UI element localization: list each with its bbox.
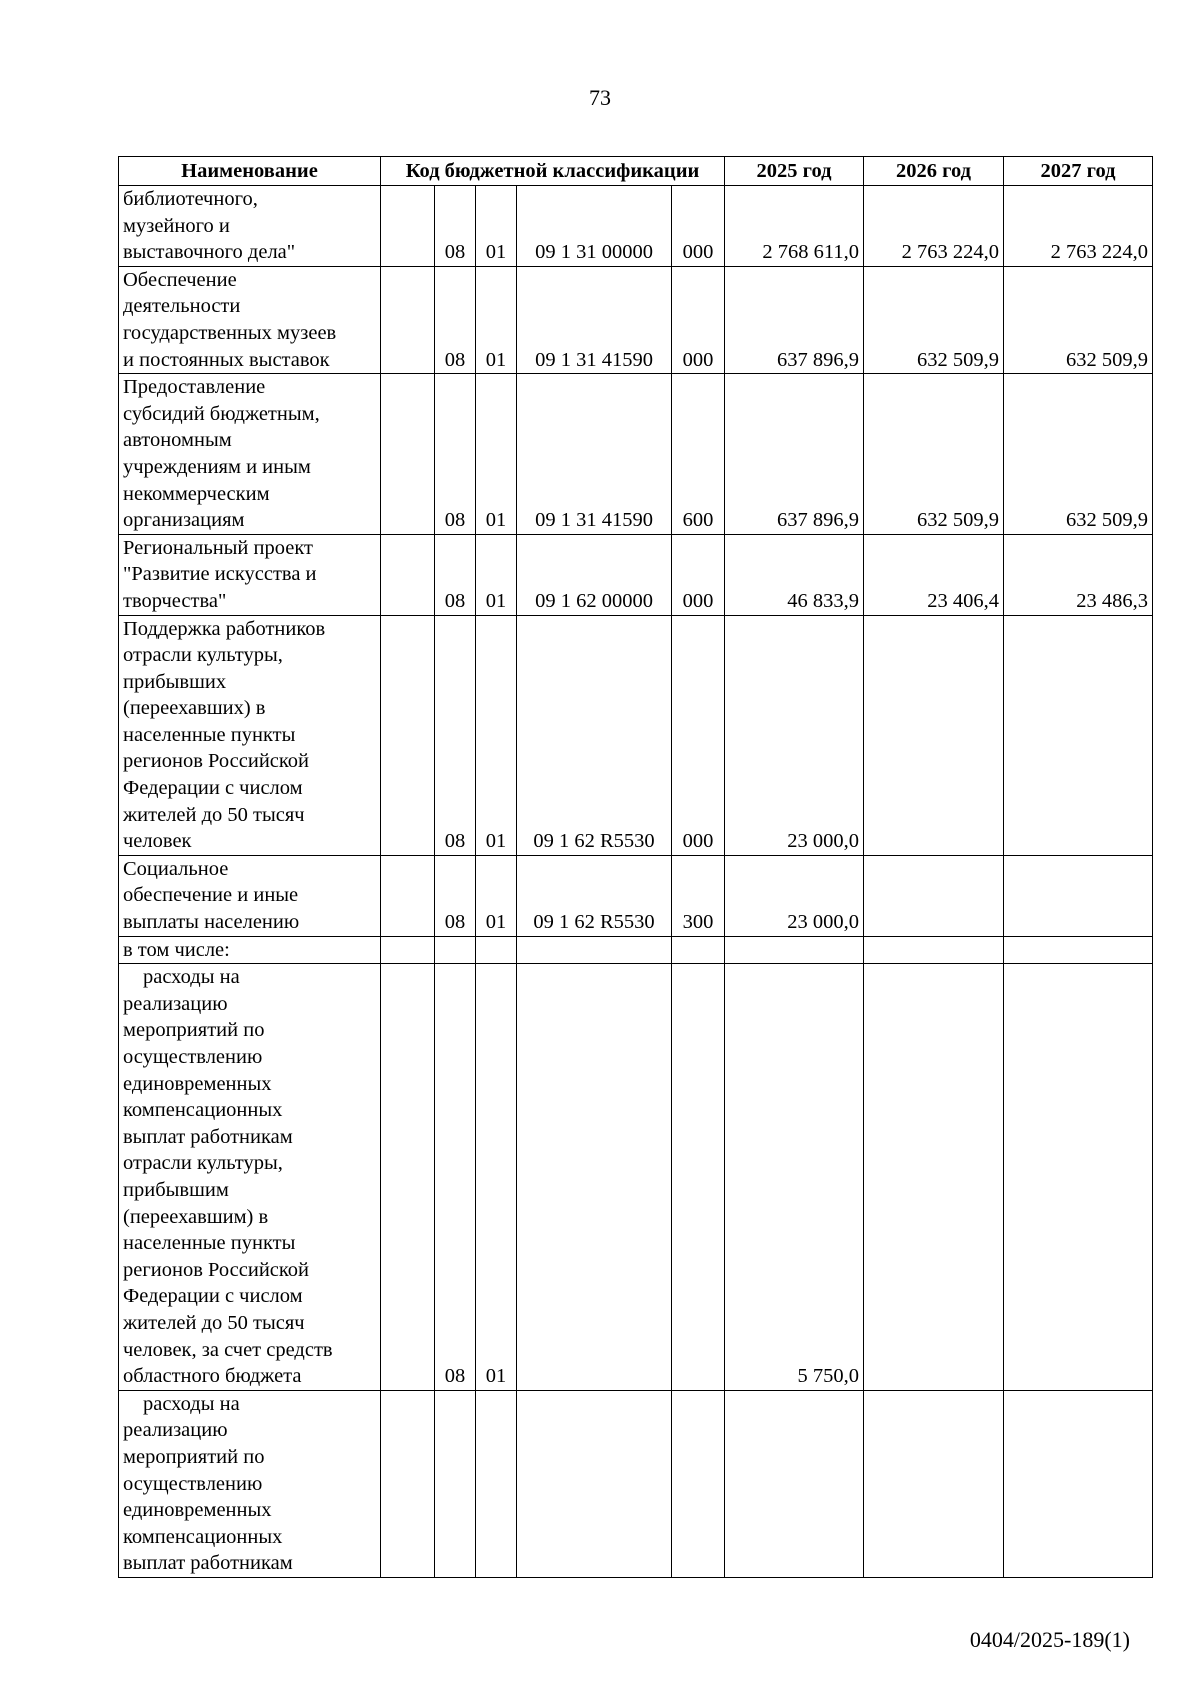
- row-name-cell: [119, 1390, 381, 1577]
- code-chapter-cell: 08: [435, 855, 476, 936]
- row-name-line: Федерации с числом: [123, 1285, 303, 1308]
- code-type-cell: 000: [672, 615, 725, 855]
- code-type-cell: [672, 1390, 725, 1577]
- header-name: Наименование: [119, 157, 381, 186]
- table-row: [119, 266, 1153, 373]
- row-name-line: государственных музеев: [123, 321, 337, 344]
- page-number: 73: [589, 85, 611, 110]
- row-name-line: Социальное: [123, 857, 229, 880]
- code-type-cell: 300: [672, 855, 725, 936]
- row-name-line: субсидий бюджетным,: [123, 402, 320, 425]
- code-type-cell: 000: [672, 266, 725, 373]
- code-section-cell: [381, 186, 435, 267]
- value-2026-cell: [864, 936, 1004, 964]
- code-chapter-cell: [435, 936, 476, 964]
- code-section-cell: [381, 855, 435, 936]
- code-chapter-cell: 08: [435, 266, 476, 373]
- row-name-line: единовременных: [123, 1072, 272, 1095]
- row-name-cell: [119, 534, 381, 615]
- code-type-cell: 000: [672, 534, 725, 615]
- row-name-line: осуществлению: [123, 1046, 263, 1068]
- row-name-line: организациям: [123, 509, 245, 532]
- row-name-line: Федерации с числом: [123, 777, 303, 800]
- code-target-cell: [517, 936, 672, 964]
- row-name-line: в том числе:: [123, 938, 230, 961]
- budget-table: [118, 156, 1153, 1578]
- value-2025-cell: 46 833,9: [725, 534, 864, 615]
- row-name-line: прибывшим: [123, 1178, 229, 1201]
- table-header-row: [119, 157, 1153, 186]
- code-target-cell: 09 1 31 00000: [517, 186, 672, 267]
- code-section-cell: [381, 964, 435, 1391]
- row-name-cell: [119, 964, 381, 1391]
- row-name-line: некоммерческим: [123, 482, 270, 505]
- row-name-line: населенные пункты: [123, 1232, 296, 1255]
- header-2026: 2026 год: [864, 157, 1004, 186]
- row-name-line: выставочного дела": [123, 241, 296, 264]
- code-chapter-cell: 08: [435, 534, 476, 615]
- value-2026-cell: [864, 615, 1004, 855]
- row-name-line: выплат работникам: [123, 1125, 293, 1148]
- table-row: [119, 936, 1153, 964]
- value-2026-cell: [864, 1390, 1004, 1577]
- row-name-line: компенсационных: [123, 1525, 283, 1548]
- row-name-line: расходы на: [143, 966, 240, 989]
- value-2025-cell: 23 000,0: [725, 615, 864, 855]
- code-section-cell: [381, 266, 435, 373]
- code-section-cell: [381, 936, 435, 964]
- row-name-line: отрасли культуры,: [123, 644, 283, 667]
- code-subsection-cell: 01: [476, 534, 517, 615]
- code-subsection-cell: [476, 936, 517, 964]
- value-2027-cell: [1004, 1390, 1153, 1577]
- row-name-line: жителей до 50 тысяч: [123, 1311, 305, 1334]
- row-name-cell: [119, 186, 381, 267]
- header-code: Код бюджетной классификации: [381, 157, 725, 186]
- value-2025-cell: 23 000,0: [725, 855, 864, 936]
- row-name-line: регионов Российской: [123, 1258, 310, 1281]
- code-type-cell: 600: [672, 374, 725, 535]
- value-2027-cell: [1004, 855, 1153, 936]
- row-name-line: реализацию: [123, 1419, 228, 1442]
- row-name-line: учреждениям и иным: [123, 455, 311, 478]
- row-name-line: выплат работникам: [123, 1552, 293, 1575]
- row-name-line: отрасли культуры,: [123, 1152, 283, 1175]
- row-name-cell: [119, 615, 381, 855]
- row-name-line: населенные пункты: [123, 723, 296, 746]
- row-name-line: мероприятий по: [123, 1445, 265, 1468]
- code-subsection-cell: 01: [476, 266, 517, 373]
- code-type-cell: [672, 936, 725, 964]
- code-chapter-cell: 08: [435, 374, 476, 535]
- row-name-line: реализацию: [123, 992, 228, 1015]
- row-name-line: единовременных: [123, 1499, 272, 1522]
- value-2027-cell: 2 763 224,0: [1004, 186, 1153, 267]
- row-name-cell: [119, 936, 381, 964]
- row-name-line: обеспечение и иные: [123, 884, 299, 907]
- table-row: [119, 964, 1153, 1391]
- row-name-line: Предоставление: [123, 376, 266, 399]
- table-row: [119, 534, 1153, 615]
- code-type-cell: [672, 964, 725, 1391]
- table-row: [119, 186, 1153, 267]
- table-row: [119, 374, 1153, 535]
- value-2027-cell: 632 509,9: [1004, 266, 1153, 373]
- code-chapter-cell: [435, 1390, 476, 1577]
- value-2025-cell: 637 896,9: [725, 266, 864, 373]
- value-2025-cell: [725, 936, 864, 964]
- code-subsection-cell: 01: [476, 186, 517, 267]
- table-row: [119, 855, 1153, 936]
- value-2026-cell: 632 509,9: [864, 266, 1004, 373]
- value-2027-cell: [1004, 936, 1153, 964]
- code-section-cell: [381, 374, 435, 535]
- code-target-cell: 09 1 62 R5530: [517, 855, 672, 936]
- table-body: [119, 186, 1153, 1578]
- code-type-cell: 000: [672, 186, 725, 267]
- row-name-line: деятельности: [123, 295, 241, 318]
- row-name-line: расходы на: [143, 1392, 240, 1415]
- row-name-line: Обеспечение: [123, 268, 237, 291]
- value-2026-cell: 632 509,9: [864, 374, 1004, 535]
- value-2026-cell: 23 406,4: [864, 534, 1004, 615]
- code-subsection-cell: 01: [476, 855, 517, 936]
- code-subsection-cell: 01: [476, 615, 517, 855]
- code-chapter-cell: 08: [435, 615, 476, 855]
- row-name-line: (переехавших) в: [123, 697, 266, 720]
- value-2025-cell: 2 768 611,0: [725, 186, 864, 267]
- value-2027-cell: 632 509,9: [1004, 374, 1153, 535]
- code-target-cell: 09 1 31 41590: [517, 374, 672, 535]
- row-name-line: выплаты населению: [123, 911, 300, 934]
- row-name-line: творчества": [123, 589, 227, 612]
- value-2027-cell: [1004, 615, 1153, 855]
- row-name-line: осуществлению: [123, 1472, 263, 1495]
- table-row: [119, 615, 1153, 855]
- row-name-cell: [119, 266, 381, 373]
- code-chapter-cell: 08: [435, 186, 476, 267]
- code-target-cell: 09 1 62 R5530: [517, 615, 672, 855]
- row-name-line: (переехавшим) в: [123, 1205, 269, 1228]
- code-subsection-cell: 01: [476, 374, 517, 535]
- row-name-line: и постоянных выставок: [123, 348, 330, 371]
- row-name-line: компенсационных: [123, 1099, 283, 1122]
- row-name-line: человек: [123, 830, 192, 853]
- row-name-line: музейного и: [123, 214, 230, 237]
- row-name-line: жителей до 50 тысяч: [123, 803, 305, 826]
- code-target-cell: 09 1 62 00000: [517, 534, 672, 615]
- value-2027-cell: [1004, 964, 1153, 1391]
- header-2027: 2027 год: [1004, 157, 1153, 186]
- row-name-line: областного бюджета: [123, 1365, 302, 1388]
- code-target-cell: [517, 964, 672, 1391]
- value-2025-cell: 5 750,0: [725, 964, 864, 1391]
- code-target-cell: 09 1 31 41590: [517, 266, 672, 373]
- row-name-line: регионов Российской: [123, 750, 310, 773]
- code-section-cell: [381, 615, 435, 855]
- value-2026-cell: [864, 855, 1004, 936]
- row-name-cell: [119, 374, 381, 535]
- value-2025-cell: [725, 1390, 864, 1577]
- table-row: [119, 1390, 1153, 1577]
- value-2026-cell: [864, 964, 1004, 1391]
- row-name-cell: [119, 855, 381, 936]
- value-2025-cell: 637 896,9: [725, 374, 864, 535]
- document-code: 0404/2025-189(1): [969, 1627, 1130, 1652]
- row-name-line: человек, за счет средств: [123, 1338, 333, 1361]
- code-subsection-cell: 01: [476, 964, 517, 1391]
- value-2027-cell: 23 486,3: [1004, 534, 1153, 615]
- code-section-cell: [381, 1390, 435, 1577]
- row-name-line: автономным: [123, 429, 232, 452]
- code-section-cell: [381, 534, 435, 615]
- row-name-line: Поддержка работников: [123, 617, 326, 640]
- row-name-line: "Развитие искусства и: [123, 563, 317, 586]
- row-name-line: Региональный проект: [123, 536, 313, 559]
- row-name-line: мероприятий по: [123, 1019, 265, 1042]
- row-name-line: библиотечного,: [123, 188, 258, 210]
- code-chapter-cell: 08: [435, 964, 476, 1391]
- header-2025: 2025 год: [725, 157, 864, 186]
- code-target-cell: [517, 1390, 672, 1577]
- row-name-line: прибывших: [123, 670, 227, 693]
- code-subsection-cell: [476, 1390, 517, 1577]
- value-2026-cell: 2 763 224,0: [864, 186, 1004, 267]
